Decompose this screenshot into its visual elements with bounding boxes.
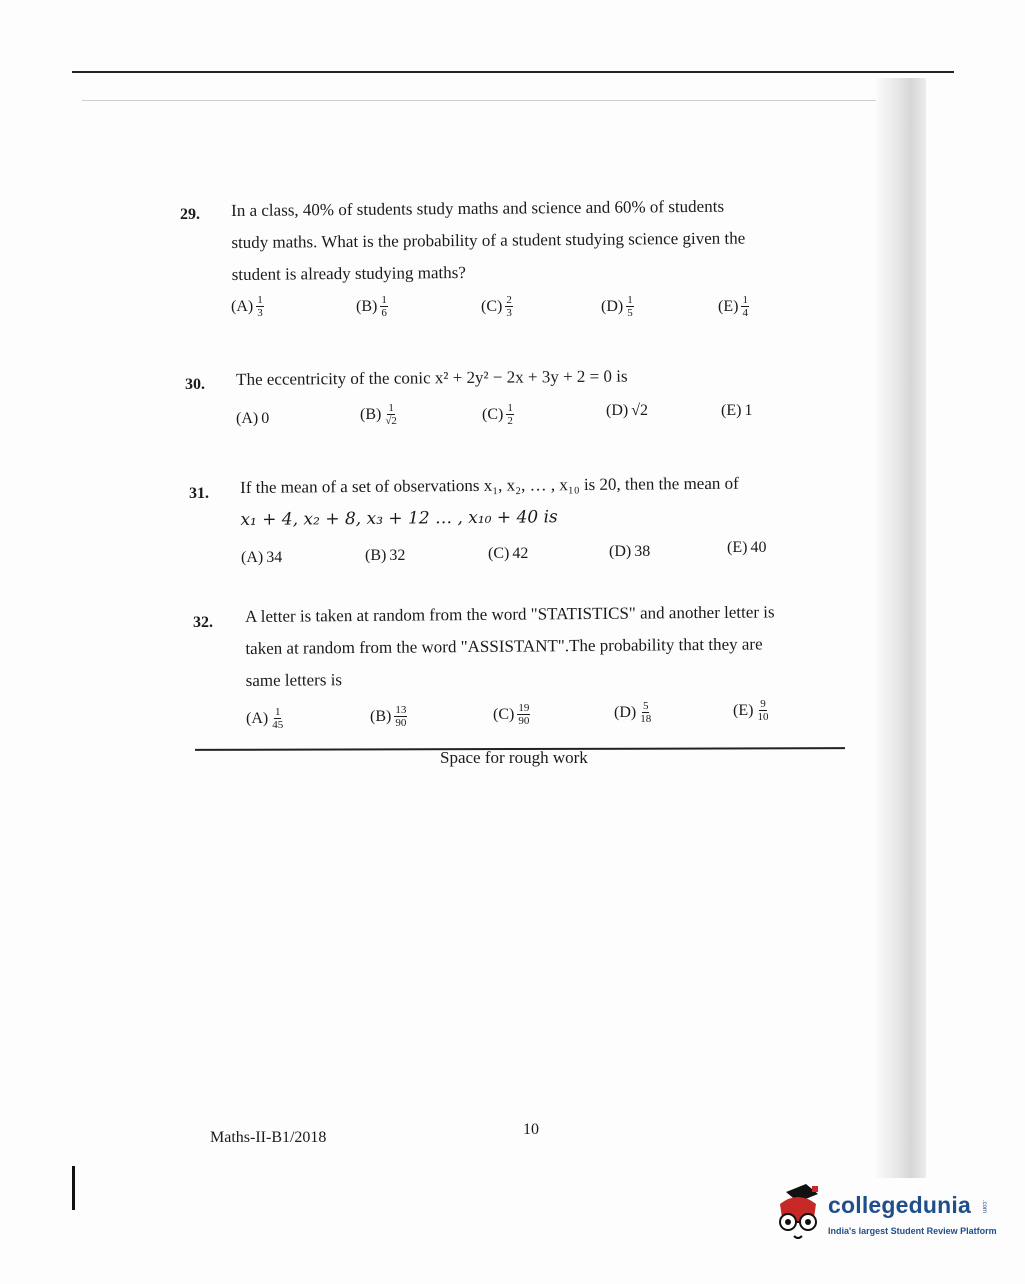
options-row [236,402,836,442]
fraction [380,294,388,319]
numerator: 9 [760,698,766,710]
option-b[interactable] [356,294,388,319]
logo-domain: .com [981,1200,987,1214]
option-c[interactable] [493,702,530,727]
option-c[interactable] [482,402,514,427]
question-line: The eccentricity of the conic x² + 2y² − 2x + 3y + 2 = 0 is [236,366,628,389]
numerator: 1 [742,294,748,306]
option-label: (D) [606,402,629,419]
option-value: 40 [750,539,767,556]
option-b[interactable] [365,547,405,565]
option-label: (D) [601,297,624,315]
option-label: (C) [482,405,504,423]
option-c[interactable] [488,545,528,563]
question-number: 29. [180,206,200,223]
page-number: 10 [523,1121,539,1138]
denominator: 6 [381,307,387,319]
option-a[interactable] [236,410,269,428]
fraction [256,294,264,319]
fraction [517,702,530,727]
option-value: 34 [266,549,283,566]
option-label: (B) [356,297,378,315]
option-a[interactable] [231,294,264,319]
question-line: A letter is taken at random from the word "STATISTICS" and another letter is [245,602,775,626]
fraction [639,700,652,725]
option-value: 42 [512,545,529,562]
option-d[interactable] [609,543,650,561]
denominator: 10 [757,711,769,723]
question-text [236,361,628,396]
numerator: 19 [518,702,530,714]
option-a[interactable] [246,706,284,731]
numerator: 2 [506,294,512,306]
option-label: (D) [614,703,637,721]
question-text [245,596,775,697]
option-label: (E) [727,539,748,556]
faint-rule [82,100,882,101]
option-b[interactable] [360,402,398,427]
option-value: √2 [631,402,648,419]
question-line: student is already studying maths? [231,262,466,284]
denominator: 4 [742,307,748,319]
question-number: 32. [193,614,213,631]
option-e[interactable] [727,539,766,557]
collegedunia-logo [768,1178,998,1248]
denominator: 2 [507,415,513,427]
fraction [505,294,513,319]
denominator: 90 [395,717,407,729]
option-label: (E) [721,402,742,419]
rough-work-label: Space for rough work [440,748,588,767]
numerator: 1 [257,294,263,306]
denominator: 5 [627,307,633,319]
option-label: (A) [231,297,254,315]
option-value: 1 [744,402,753,419]
options-row [246,700,846,740]
option-e[interactable] [718,294,749,319]
option-label: (A) [236,410,259,427]
option-d[interactable] [606,402,648,420]
options-row [231,294,831,334]
numerator: 13 [395,704,407,716]
option-label: (B) [365,547,387,564]
option-value: 38 [634,543,651,560]
options-row [241,539,841,585]
question-line: same letters is [245,670,343,690]
logo-wordmark: collegedunia [828,1192,971,1218]
option-e[interactable] [733,698,769,723]
denominator: 45 [272,719,284,731]
question-line: x₁ + 4, x₂ + 8, x₃ + 12 … , x₁₀ + 40 is [240,507,558,530]
top-rule [72,71,954,73]
option-label: (A) [241,549,264,566]
denominator: 3 [257,307,263,319]
fraction [394,704,407,729]
option-label: (C) [488,545,510,562]
question-line: In a class, 40% of students study maths and science and 60% of students [231,196,725,220]
option-e[interactable] [721,402,752,420]
question-number: 31. [189,485,209,502]
denominator: 90 [518,715,530,727]
option-b[interactable] [370,704,407,729]
option-label: (C) [481,297,503,315]
option-value: 0 [261,410,270,427]
option-a[interactable] [241,549,282,567]
option-label: (B) [360,405,382,423]
denominator: 3 [506,307,512,319]
option-c[interactable] [481,294,513,319]
denominator: √2 [385,415,397,427]
denominator: 18 [640,713,652,725]
option-d[interactable] [601,294,634,319]
option-label: (E) [718,297,739,315]
fraction [271,706,284,731]
paper-code: Maths-II-B1/2018 [210,1129,327,1146]
numerator: 1 [274,706,281,718]
fraction [741,294,749,319]
option-label: (A) [246,709,269,727]
question-number: 30. [185,376,205,393]
option-label: (E) [733,701,754,719]
option-label: (B) [370,707,392,725]
fraction [506,402,514,427]
question-text [231,191,746,291]
question-line: taken at random from the word "ASSISTANT".The probability that they are [245,634,763,658]
option-value: 32 [389,547,406,564]
fraction [756,698,769,723]
question-line: study maths. What is the probability of a student studying science given the [231,228,746,252]
fraction [626,294,634,319]
numerator: 1 [507,402,513,414]
option-label: (D) [609,543,632,560]
page-edge-shadow [876,78,926,1178]
fraction [384,402,398,427]
option-label: (C) [493,705,515,723]
mascot-icon [768,1178,828,1248]
option-d[interactable] [614,700,652,725]
numerator: 1 [381,294,387,306]
numerator: 5 [642,700,649,712]
scan-edge-mark [72,1166,75,1210]
numerator: 1 [388,402,394,414]
question-text [240,468,739,536]
numerator: 1 [627,294,633,306]
logo-tagline: India's largest Student Review Platform [828,1226,997,1236]
question-line: If the mean of a set of observations x₁, x₂, … , x₁₀ is 20, then the mean of [240,473,739,497]
